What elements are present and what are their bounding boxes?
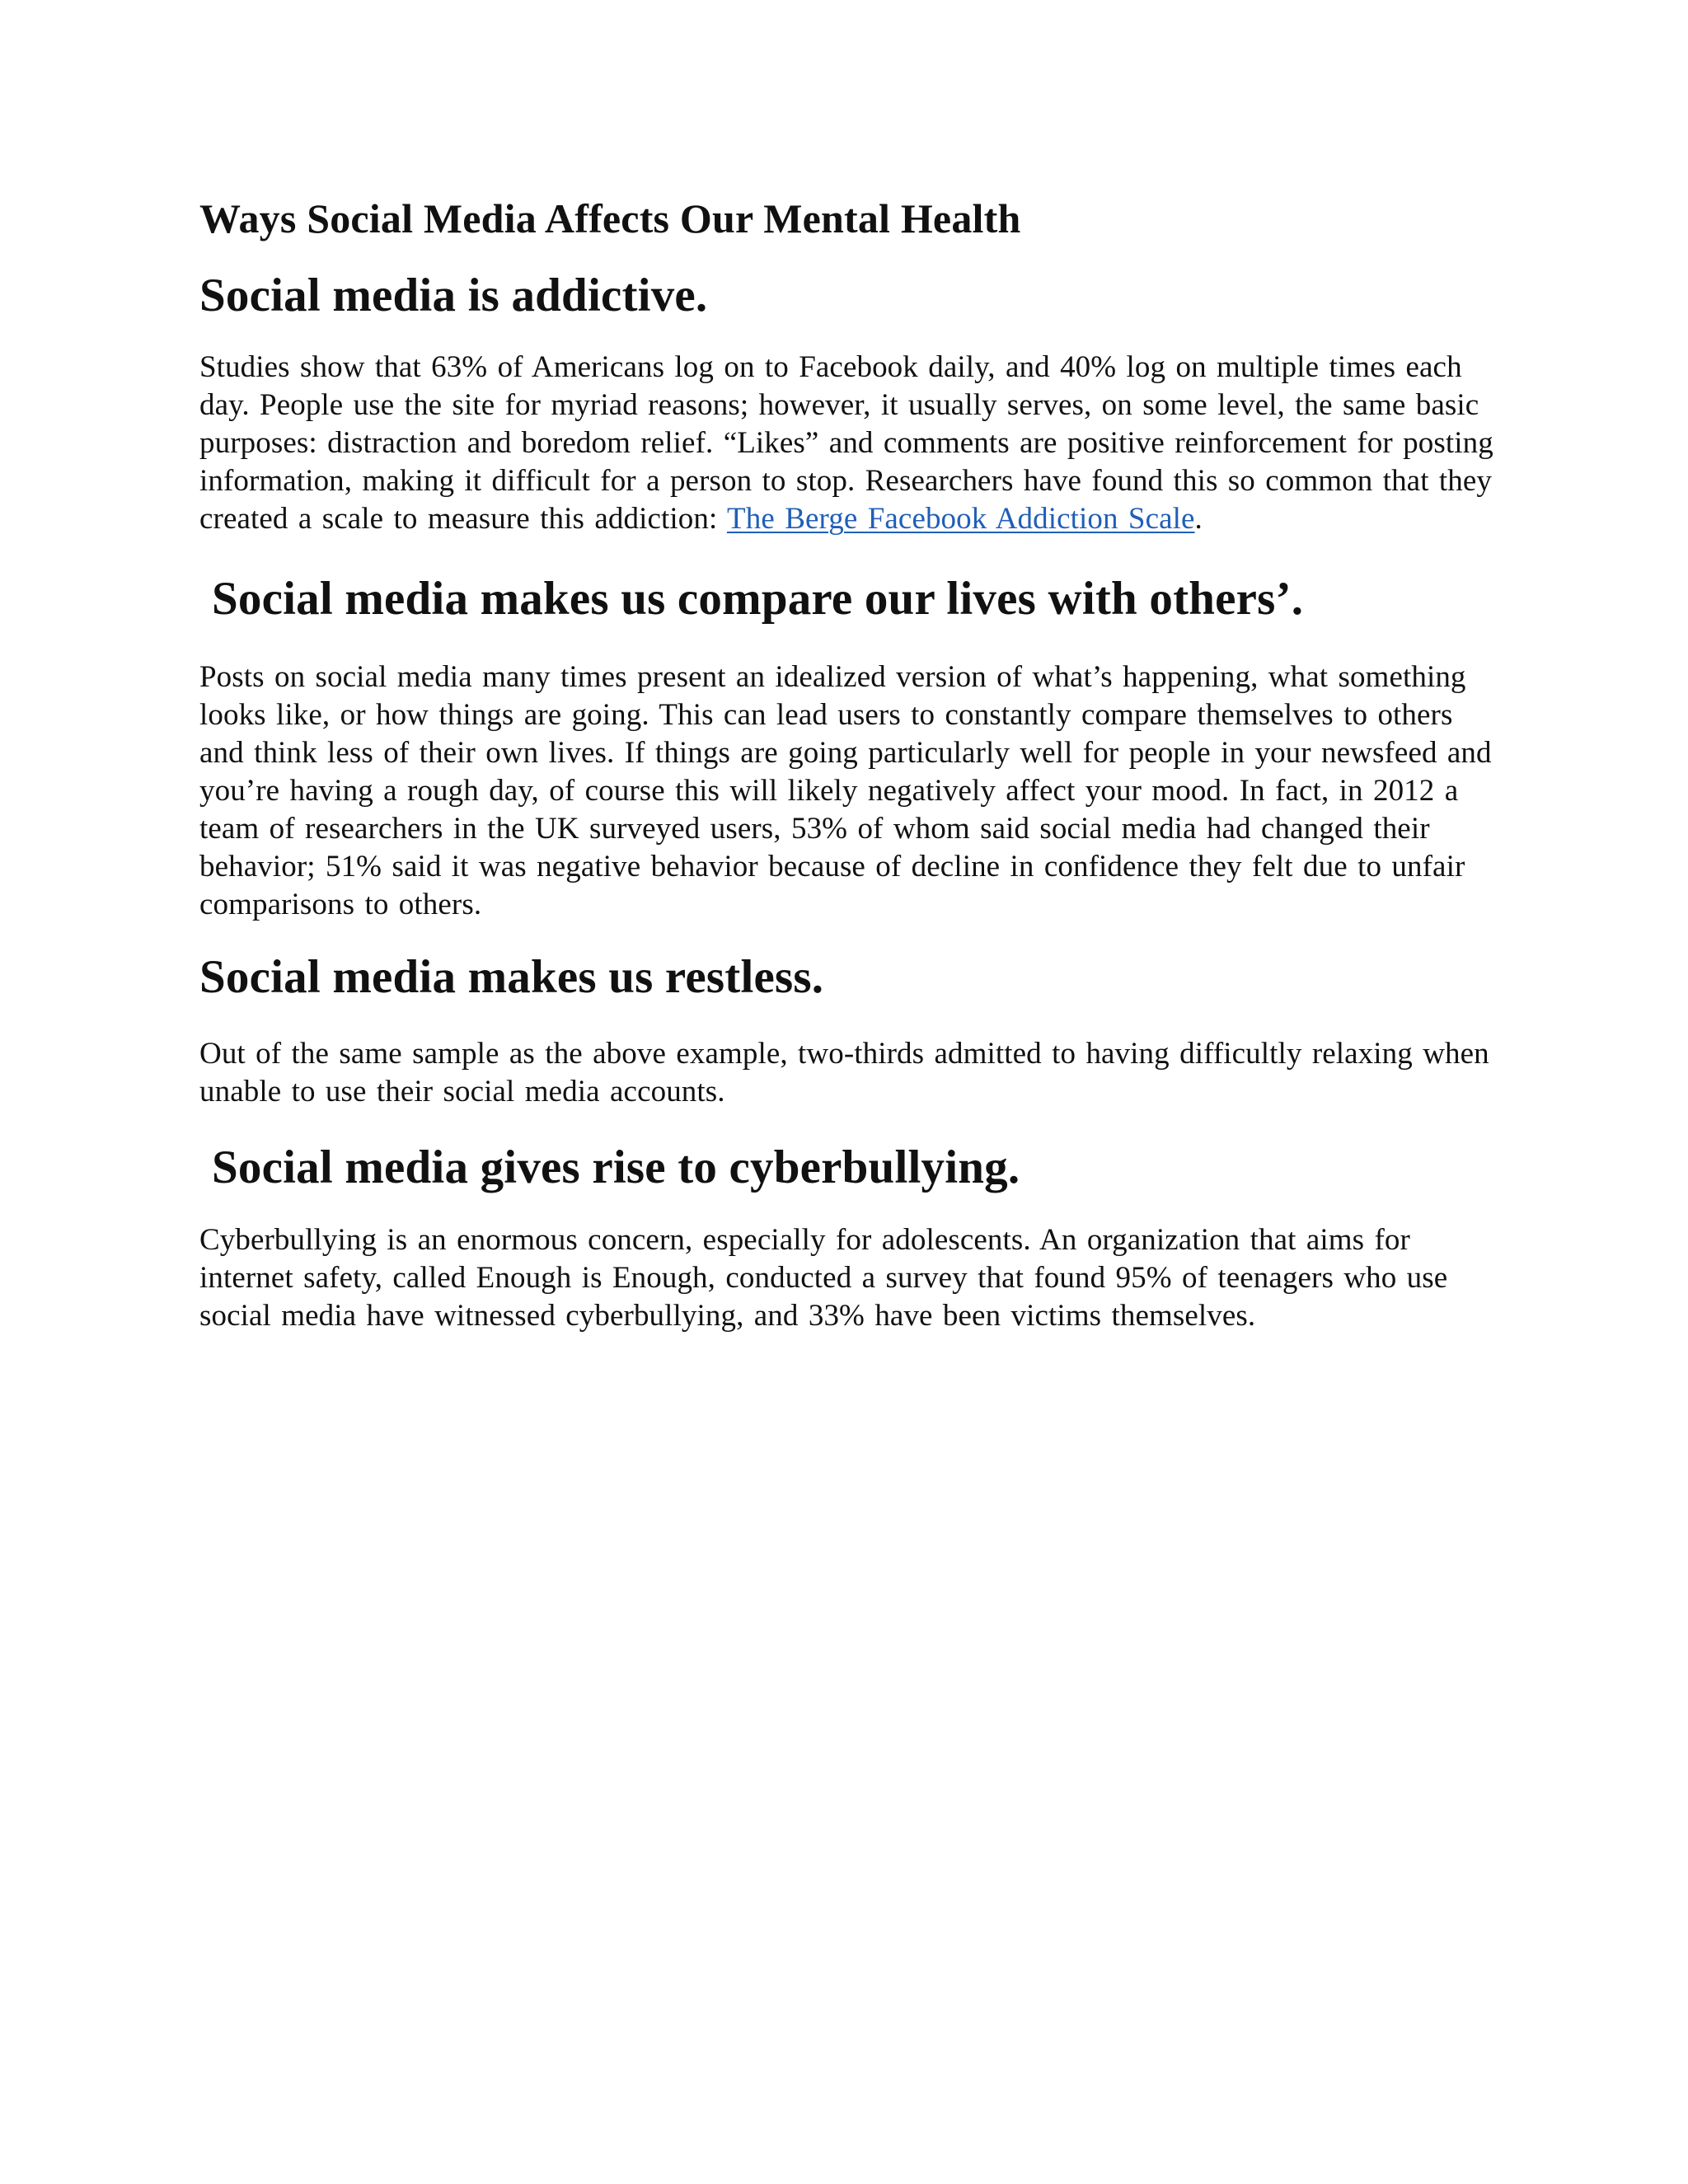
- section-restless: [199, 949, 1495, 1111]
- berge-facebook-addiction-scale-link[interactable]: The Berge Facebook Addiction Scale: [727, 502, 1195, 537]
- section-addictive: [199, 268, 1495, 538]
- section-paragraph: [199, 349, 1495, 538]
- section-heading: Social media makes us restless.: [199, 950, 824, 1003]
- section-paragraph: Cyberbullying is an enormous concern, especially for adolescents. An organization that aims for internet safety, called Enough is Enough, conducted a survey that found 95% of teenagers who use social media have witnessed cyberbullying, and 33% have been victims themselves.: [199, 1223, 1448, 1333]
- section-paragraph: Posts on social media many times present an idealized version of what’s happening, what something looks like, or how things are going. This can lead users to constantly compare themselves to others and think less of their own lives. If things are going particularly well for people in your newsfeed and you’re having a rough day, of course this will likely negatively affect your mood. In fact, in 2012 a team of researchers in the UK surveyed users, 53% of whom said social media had changed their behavior; 51% said it was negative behavior because of decline in confidence they felt due to unfair comparisons to others.: [199, 659, 1492, 921]
- section-paragraph: Out of the same sample as the above example, two-thirds admitted to having difficultly relaxing when unable to use their social media accounts.: [199, 1036, 1489, 1108]
- paragraph-text-end: .: [1194, 502, 1203, 537]
- document-content: [199, 194, 1495, 1335]
- section-compare: [199, 571, 1495, 923]
- section-heading: Social media gives rise to cyberbullying.: [212, 1141, 1020, 1193]
- paragraph-text: Studies show that 63% of Americans log on to Facebook daily, and 40% log on multiple times each day. People use the site for myriad reasons; however, it usually serves, on some level, the same basic purposes: distraction and boredom relief. “Likes” and comments are positive reinforcement for posting information, making it difficult for a person to stop. Researchers have found this so common that they created a scale to measure this addiction:: [199, 350, 1493, 537]
- section-cyberbullying: [199, 1140, 1495, 1335]
- section-heading: Social media makes us compare our lives with others’.: [212, 573, 1304, 626]
- section-heading: Social media is addictive.: [199, 269, 708, 321]
- document-title: Ways Social Media Affects Our Mental Health: [199, 195, 1021, 241]
